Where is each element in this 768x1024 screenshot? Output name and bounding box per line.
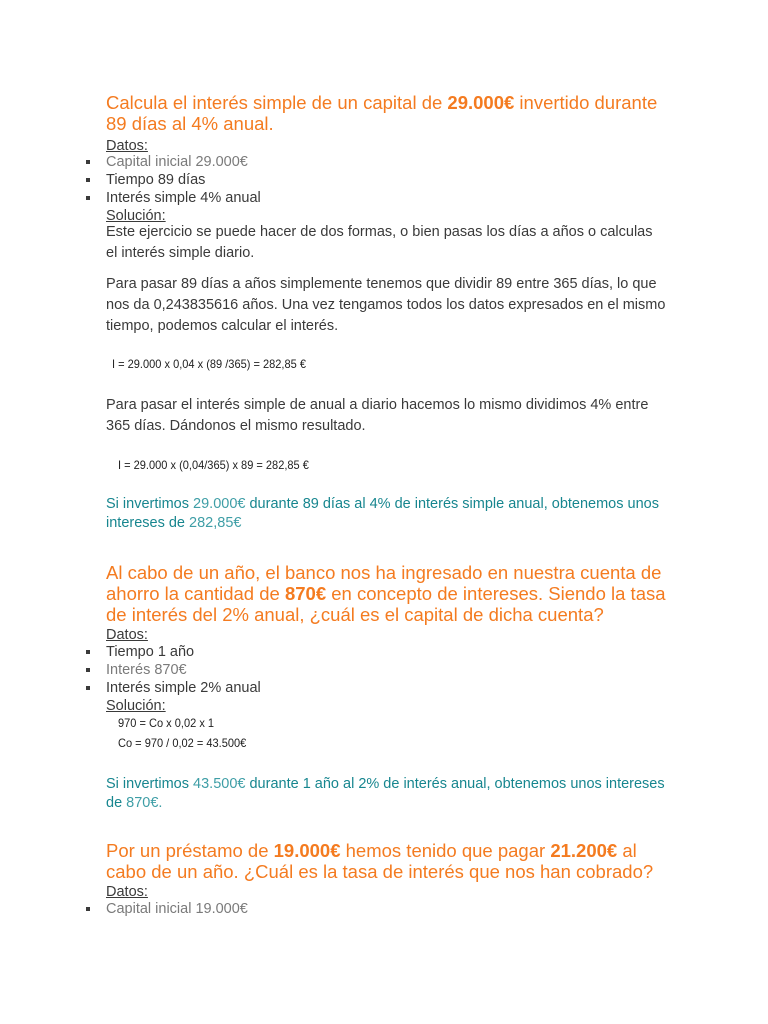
question-amount: 29.000€ bbox=[447, 92, 515, 113]
list-item: Tiempo 89 días bbox=[0, 171, 700, 189]
exercise-3-question bbox=[106, 840, 666, 882]
datos-label: Datos: bbox=[106, 627, 148, 643]
conclusion: Si invertimos 43.500€ durante 1 año al 2% de interés anual, obtenemos unos intereses de 870€. bbox=[106, 776, 665, 811]
question-amount: 19.000€ bbox=[273, 840, 341, 861]
list-item: Capital inicial 29.000€ bbox=[0, 153, 700, 171]
question-text: Al cabo de un año, el banco nos ha ingresado en nuestra cuenta de ahorro la cantidad de bbox=[106, 562, 662, 604]
paragraph: Para pasar el interés simple de anual a diario hacemos lo mismo dividimos 4% entre 365 días. Dándonos el mismo resultado. bbox=[106, 397, 649, 434]
formula: I = 29.000 x 0,04 x (89 /365) = 282,85 € bbox=[112, 357, 306, 371]
formula: I = 29.000 x (0,04/365) x 89 = 282,85 € bbox=[118, 458, 309, 472]
conclusion: Si invertimos 29.000€ durante 89 días al 4% de interés simple anual, obtenemos unos intereses de 282,85€ bbox=[106, 496, 659, 531]
solucion-label: Solución: bbox=[106, 208, 166, 224]
datos-list bbox=[0, 900, 700, 918]
paragraph: Para pasar 89 días a años simplemente tenemos que dividir 89 entre 365 días, lo que nos da 0,243835616 años. Una vez tengamos todos los datos expresados en el mismo tiempo, podemos calcular el interés. bbox=[106, 276, 666, 334]
solucion-label: Solución: bbox=[106, 698, 166, 714]
exercise-1-question bbox=[106, 92, 666, 134]
datos-label: Datos: bbox=[106, 884, 148, 900]
question-text: Calcula el interés simple de un capital de bbox=[106, 92, 448, 113]
list-item: Interés 870€ bbox=[0, 661, 700, 679]
list-item: Tiempo 1 año bbox=[0, 643, 700, 661]
datos-label: Datos: bbox=[106, 138, 148, 154]
question-text: en concepto de intereses. Siendo la tasa de interés del 2% anual, ¿cuál es el capital de dicha cuenta? bbox=[106, 583, 666, 625]
question-text: invertido durante 89 días al 4% anual. bbox=[106, 92, 658, 134]
question-text: hemos tenido que pagar bbox=[340, 840, 551, 861]
formula: Co = 970 / 0,02 = 43.500€ bbox=[118, 736, 247, 750]
list-item: Interés simple 4% anual bbox=[0, 189, 700, 207]
exercise-2-question bbox=[106, 562, 666, 625]
paragraph: Este ejercicio se puede hacer de dos formas, o bien pasas los días a años o calculas el interés simple diario. bbox=[106, 224, 653, 261]
question-amount: 870€ bbox=[284, 583, 327, 604]
list-item: Capital inicial 19.000€ bbox=[0, 900, 700, 918]
question-text: Por un préstamo de bbox=[106, 840, 274, 861]
question-text: al cabo de un año. ¿Cuál es la tasa de interés que nos han cobrado? bbox=[106, 840, 654, 882]
datos-list bbox=[0, 153, 700, 207]
formula: 970 = Co x 0,02 x 1 bbox=[118, 716, 215, 730]
list-item: Interés simple 2% anual bbox=[0, 679, 700, 697]
datos-list bbox=[0, 643, 700, 697]
question-amount: 21.200€ bbox=[550, 840, 618, 861]
